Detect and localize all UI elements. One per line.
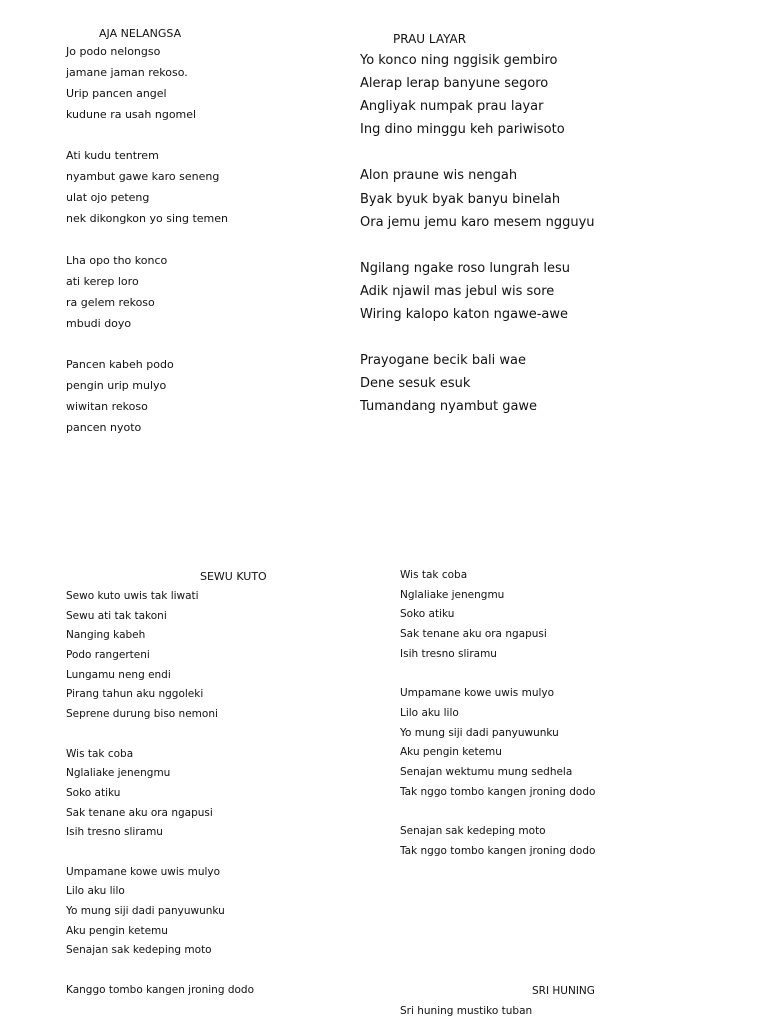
poem-line: Alerap lerap banyune segoro [360,76,549,92]
poem-line: Senajan sak kedeping moto [66,944,212,957]
poem-line: Wis tak coba [400,569,468,581]
poem-line: Sewo kuto uwis tak liwati [66,590,199,602]
stanza-break [360,234,595,257]
stanza-break [360,326,595,349]
poem-line: jamane jaman rekoso. [66,65,188,79]
poem-line: wiwitan rekoso [66,400,148,414]
stanza [400,822,595,861]
poem-line: Dene sesuk esuk [360,376,471,392]
stanza [66,146,228,230]
stanza-break [66,961,267,981]
poem-line: mbudi doyo [66,316,132,330]
poem-sewu-kuto-continued [400,566,595,861]
poem-sewu-kuto [66,567,267,1000]
poem-line: Aku pengin ketemu [66,924,168,937]
stanza [66,42,228,126]
poem-line: kudune ra usah ngomel [66,107,197,121]
poem-line: ulat ojo peteng [66,191,150,205]
poem-line: ati kerep loro [66,274,139,288]
poem-line: Lilo aku lilo [66,885,125,898]
poem-line: Lilo aku lilo [400,706,459,719]
stanza [360,49,595,141]
poem-line: Senajan sak kedeping moto [400,824,546,837]
stanza-break [66,725,267,745]
poem-line: Pancen kabeh podo [66,358,174,372]
poem-line: Jo podo nelongso [66,45,161,58]
poem-line: ra gelem rekoso [66,295,155,309]
poem-line: Senajan wektumu mung sedhela [400,765,573,778]
stanza-break [400,664,595,684]
poem-line: nek dikongkon yo sing temen [66,212,228,226]
stanza [66,981,267,1001]
poem-line: Sak tenane aku ora ngapusi [400,628,547,641]
poem-line: Nglaliake jenengmu [400,588,505,601]
poem-line: Sewu ati tak takoni [66,609,167,622]
poem-line: Isih tresno sliramu [400,647,497,660]
poem-line: Yo mung siji dadi panyuwunku [400,726,559,739]
poem-line: Ora jemu jemu karo mesem ngguyu [360,214,595,230]
poem-line: Ati kudu tentrem [66,149,159,163]
poem-line: Yo mung siji dadi panyuwunku [66,905,225,917]
poem-line: Lha opo tho konco [66,253,168,267]
poem-line: Kanggo tombo kangen jroning dodo [66,983,255,996]
poem-title-sri-huning: SRI HUNING [532,985,595,997]
poem-line: nyambut gawe karo seneng [66,170,220,184]
poem-line: pancen nyoto [66,421,142,435]
stanza-break [66,230,228,251]
poem-title: SEWU KUTO [200,570,267,583]
stanza-break [400,802,595,822]
stanza-break [360,141,595,164]
poem-line: Alon praune wis nengah [360,168,518,184]
poem-line: Ngilang ngake roso lungrah lesu [360,260,570,276]
poem-line: Seprene durung biso nemoni [66,708,218,721]
stanza [360,164,595,233]
poem-line: Prayogane becik bali wae [360,353,526,369]
poem-line: Angliyak numpak prau layar [360,99,544,115]
poem-line: Umpamane kowe uwis mulyo [66,865,221,878]
stanza [66,251,228,335]
stanza [400,566,595,664]
poem-aja-nelangsa [66,26,228,439]
poem-prau-layar [360,30,595,419]
stanza [360,349,595,418]
stanza [66,745,267,843]
stanza [66,863,267,961]
stanza-break [66,843,267,863]
poem-line: Soko atiku [66,786,121,799]
poem-line: Tumandang nyambut gawe [360,399,538,415]
stanza [400,684,595,802]
poem-line: Pirang tahun aku nggoleki [66,688,204,701]
poem-line: Sak tenane aku ora ngapusi [66,806,213,819]
poem-line: Soko atiku [400,608,455,621]
poem-title: AJA NELANGSA [99,27,182,40]
stanza [66,355,228,439]
poem-line: Nanging kabeh [66,629,146,642]
stanza [360,257,595,326]
poem-line: Wis tak coba [66,747,134,760]
poem-sri-huning [400,1002,532,1022]
poem-line: Tak nggo tombo kangen jroning dodo [400,844,596,857]
poem-line: Byak byuk byak banyu binelah [360,191,561,207]
poem-line: Wiring kalopo katon ngawe-awe [360,307,568,323]
poem-line: Urip pancen angel [66,86,167,100]
stanza-break [66,126,228,147]
poem-line: Aku pengin ketemu [400,746,502,759]
poem-line: Umpamane kowe uwis mulyo [400,687,555,700]
stanza [66,587,267,725]
poem-line: Nglaliake jenengmu [66,767,171,780]
poem-line: Isih tresno sliramu [66,826,163,839]
poem-line: Ing dino minggu keh pariwisoto [360,122,565,138]
poem-line: Lungamu neng endi [66,668,171,681]
poem-title: PRAU LAYAR [393,32,467,46]
poem-line: pengin urip mulyo [66,379,167,393]
poem-line: Tak nggo tombo kangen jroning dodo [400,785,596,798]
poem-line: Sri huning mustiko tuban [400,1005,533,1017]
stanza-break [66,334,228,355]
poem-line: Podo rangerteni [66,649,150,662]
poem-line: Adik njawil mas jebul wis sore [360,283,555,299]
poem-line: Yo konco ning nggisik gembiro [360,53,558,68]
